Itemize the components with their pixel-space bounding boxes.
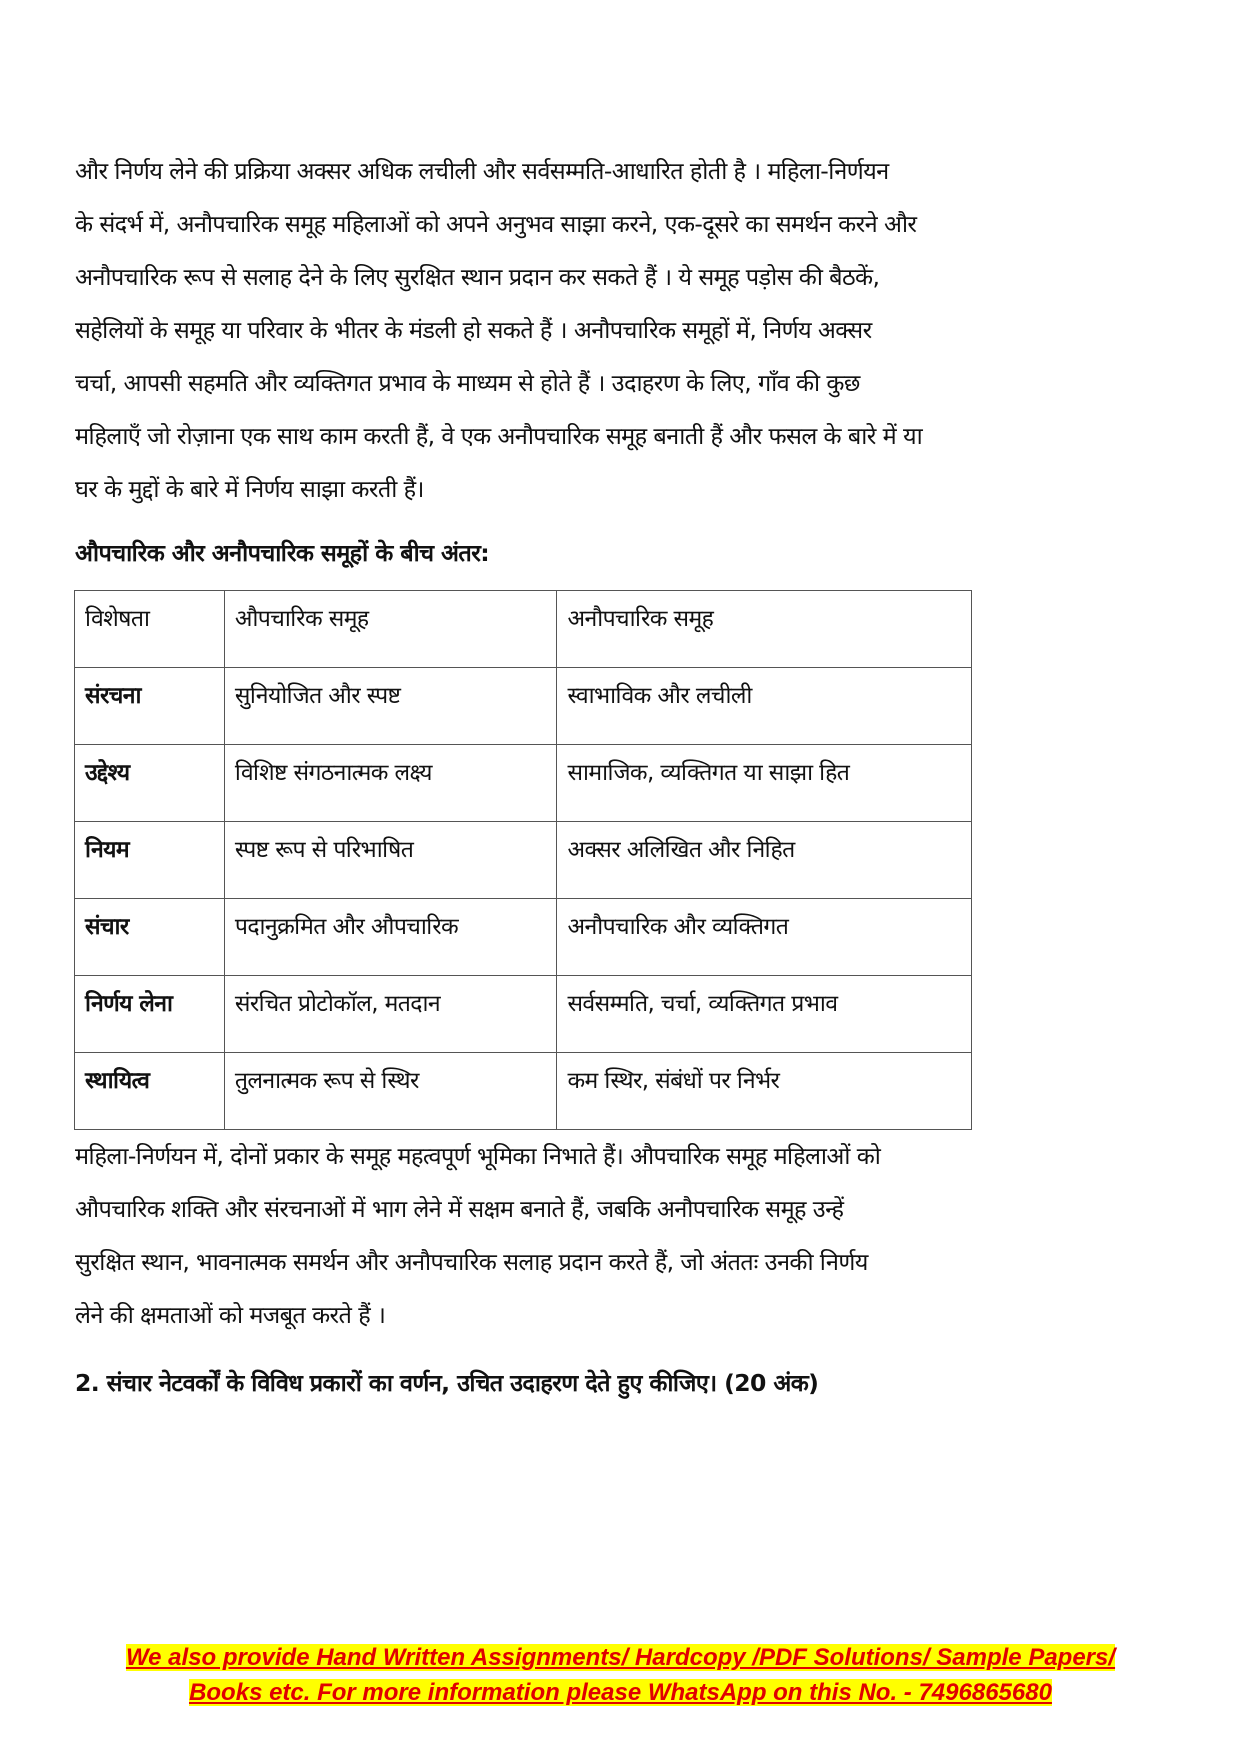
table-header-cell: औपचारिक समूह <box>224 591 557 668</box>
table-cell-informal: सर्वसम्मति, चर्चा, व्यक्तिगत प्रभाव <box>557 976 972 1053</box>
table-cell-feature: संरचना <box>75 668 225 745</box>
comparison-table <box>74 590 972 1130</box>
footer-line: We also provide Hand Written Assignments/ Hardcopy /PDF Solutions/ Sample Papers/ <box>125 1644 1116 1671</box>
document-page <box>75 145 1175 1398</box>
intro-paragraph <box>75 145 1175 516</box>
promo-footer <box>0 1640 1241 1710</box>
paragraph-line: सहेलियों के समूह या परिवार के भीतर के मंडली हो सकते हैं । अनौपचारिक समूहों में, निर्णय अक्सर <box>75 316 872 344</box>
table-header-cell: अनौपचारिक समूह <box>557 591 972 668</box>
paragraph-line: सुरक्षित स्थान, भावनात्मक समर्थन और अनौपचारिक सलाह प्रदान करते हैं, जो अंततः उनकी निर्णय <box>75 1248 868 1276</box>
table-cell-informal: कम स्थिर, संबंधों पर निर्भर <box>557 1053 972 1130</box>
table-row <box>75 1053 972 1130</box>
table-cell-formal: सुनियोजित और स्पष्ट <box>224 668 557 745</box>
table-cell-feature: संचार <box>75 899 225 976</box>
table-cell-informal: सामाजिक, व्यक्तिगत या साझा हित <box>557 745 972 822</box>
footer-line: Books etc. For more information please WhatsApp on this No. - 7496865680 <box>189 1679 1052 1706</box>
table-cell-feature: स्थायित्व <box>75 1053 225 1130</box>
table-row <box>75 745 972 822</box>
table-cell-informal: अनौपचारिक और व्यक्तिगत <box>557 899 972 976</box>
table-cell-feature: नियम <box>75 822 225 899</box>
table-row <box>75 899 972 976</box>
table-header-row <box>75 591 972 668</box>
paragraph-line: अनौपचारिक रूप से सलाह देने के लिए सुरक्षित स्थान प्रदान कर सकते हैं । ये समूह पड़ोस की बैठकें, <box>75 263 880 291</box>
table-row <box>75 668 972 745</box>
paragraph-line: महिला-निर्णयन में, दोनों प्रकार के समूह महत्वपूर्ण भूमिका निभाते हैं। औपचारिक समूह महिलाओं को <box>75 1142 881 1170</box>
conclusion-paragraph <box>75 1130 1175 1342</box>
table-cell-feature: निर्णय लेना <box>75 976 225 1053</box>
table-cell-formal: संरचित प्रोटोकॉल, मतदान <box>224 976 557 1053</box>
paragraph-line: महिलाएँ जो रोज़ाना एक साथ काम करती हैं, वे एक अनौपचारिक समूह बनाती हैं और फसल के बारे में या <box>75 422 923 450</box>
table-cell-formal: तुलनात्मक रूप से स्थिर <box>224 1053 557 1130</box>
table-heading: औपचारिक और अनौपचारिक समूहों के बीच अंतर: <box>75 539 490 567</box>
question-heading: 2. संचार नेटवर्कों के विविध प्रकारों का वर्णन, उचित उदाहरण देते हुए कीजिए। (20 अंक) <box>75 1369 819 1397</box>
paragraph-line: चर्चा, आपसी सहमति और व्यक्तिगत प्रभाव के माध्यम से होते हैं । उदाहरण के लिए, गाँव की कुछ <box>75 369 860 397</box>
table-cell-formal: विशिष्ट संगठनात्मक लक्ष्य <box>224 745 557 822</box>
table-cell-formal: पदानुक्रमित और औपचारिक <box>224 899 557 976</box>
table-cell-feature: उद्देश्य <box>75 745 225 822</box>
table-cell-formal: स्पष्ट रूप से परिभाषित <box>224 822 557 899</box>
paragraph-line: लेने की क्षमताओं को मजबूत करते हैं । <box>75 1301 386 1329</box>
paragraph-line: घर के मुद्दों के बारे में निर्णय साझा करती हैं। <box>75 475 424 503</box>
paragraph-line: औपचारिक शक्ति और संरचनाओं में भाग लेने में सक्षम बनाते हैं, जबकि अनौपचारिक समूह उन्हें <box>75 1195 844 1223</box>
table-row <box>75 822 972 899</box>
paragraph-line: और निर्णय लेने की प्रक्रिया अक्सर अधिक लचीली और सर्वसम्मति-आधारित होती है । महिला-निर्णयन <box>75 157 889 185</box>
paragraph-line: के संदर्भ में, अनौपचारिक समूह महिलाओं को अपने अनुभव साझा करने, एक-दूसरे का समर्थन करने और <box>75 210 917 238</box>
table-cell-informal: अक्सर अलिखित और निहित <box>557 822 972 899</box>
table-cell-informal: स्वाभाविक और लचीली <box>557 668 972 745</box>
table-row <box>75 976 972 1053</box>
table-header-cell: विशेषता <box>75 591 225 668</box>
